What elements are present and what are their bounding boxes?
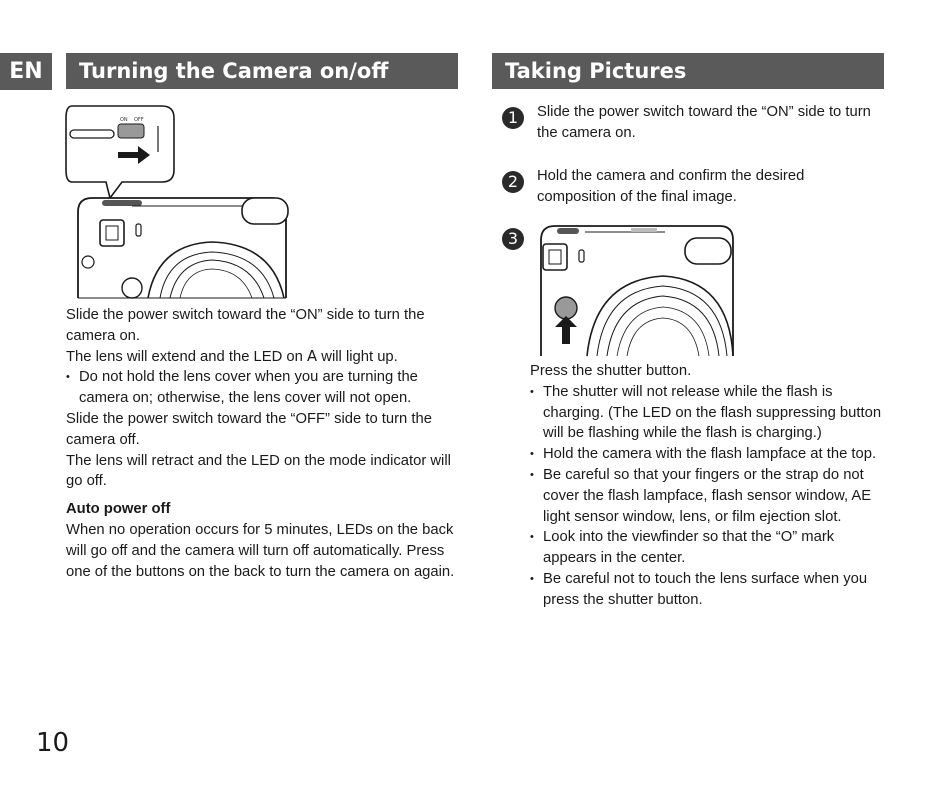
auto-power-off-heading: Auto power off (66, 501, 171, 518)
lens-cover-warning: • Do not hold the lens cover when you are turning the camera on; otherwise, the lens cover will not open. (66, 367, 458, 409)
press-shutter-instruction: Press the shutter button. (530, 363, 692, 379)
led-line-end: will light up. (321, 348, 398, 365)
right-text-block (530, 361, 886, 611)
shutter-button-illustration (535, 222, 740, 358)
power-on-instruction: Slide the power switch toward the “ON” side to turn the camera on. (66, 307, 425, 344)
mode-a-icon: A (307, 347, 318, 365)
language-tab: EN (0, 53, 52, 90)
bullet-flash-top: • Hold the camera with the flash lampface at the top. (530, 444, 886, 465)
section-title-taking-pictures: Taking Pictures (492, 53, 884, 89)
left-text-block (66, 305, 458, 582)
auto-power-off-text: When no operation occurs for 5 minutes, LEDs on the back will go off and the camera will turn off automatically. Press one of the buttons on the back to turn the camera on again. (66, 521, 455, 580)
page-number: 10 (36, 728, 70, 758)
switch-on-label: ON (120, 117, 128, 123)
led-line (66, 347, 458, 368)
step-2-number: 2 (502, 171, 524, 193)
bullet-do-not-cover: • Be careful so that your fingers or the strap do not cover the flash lampface, flash sensor window, AE light sensor window, lens, or film ejection slot. (530, 465, 886, 527)
bullet-viewfinder: • Look into the viewfinder so that the “O” mark appears in the center. (530, 527, 886, 569)
power-off-instruction: Slide the power switch toward the “OFF” side to turn the camera off. (66, 410, 432, 448)
switch-off-label: OFF (134, 117, 144, 123)
step-1-number: 1 (502, 107, 524, 129)
led-line-start: The lens will extend and the LED on (66, 348, 303, 365)
camera-power-switch-illustration (62, 102, 297, 300)
step-1-text: Slide the power switch toward the “ON” side to turn the camera on. (537, 104, 871, 141)
bullet-lens-surface: • Be careful not to touch the lens surface when you press the shutter button. (530, 569, 886, 611)
step-2-text: Hold the camera and confirm the desired composition of the final image. (537, 168, 805, 205)
bullet-flash-charging: • The shutter will not release while the flash is charging. (The LED on the flash suppressing button will be flashing while the flash is charging.) (530, 382, 886, 444)
step-3-number: 3 (502, 228, 524, 250)
lens-retract-note: The lens will retract and the LED on the mode indicator will go off. (66, 452, 451, 490)
section-title-turning-on-off: Turning the Camera on/off (66, 53, 458, 89)
